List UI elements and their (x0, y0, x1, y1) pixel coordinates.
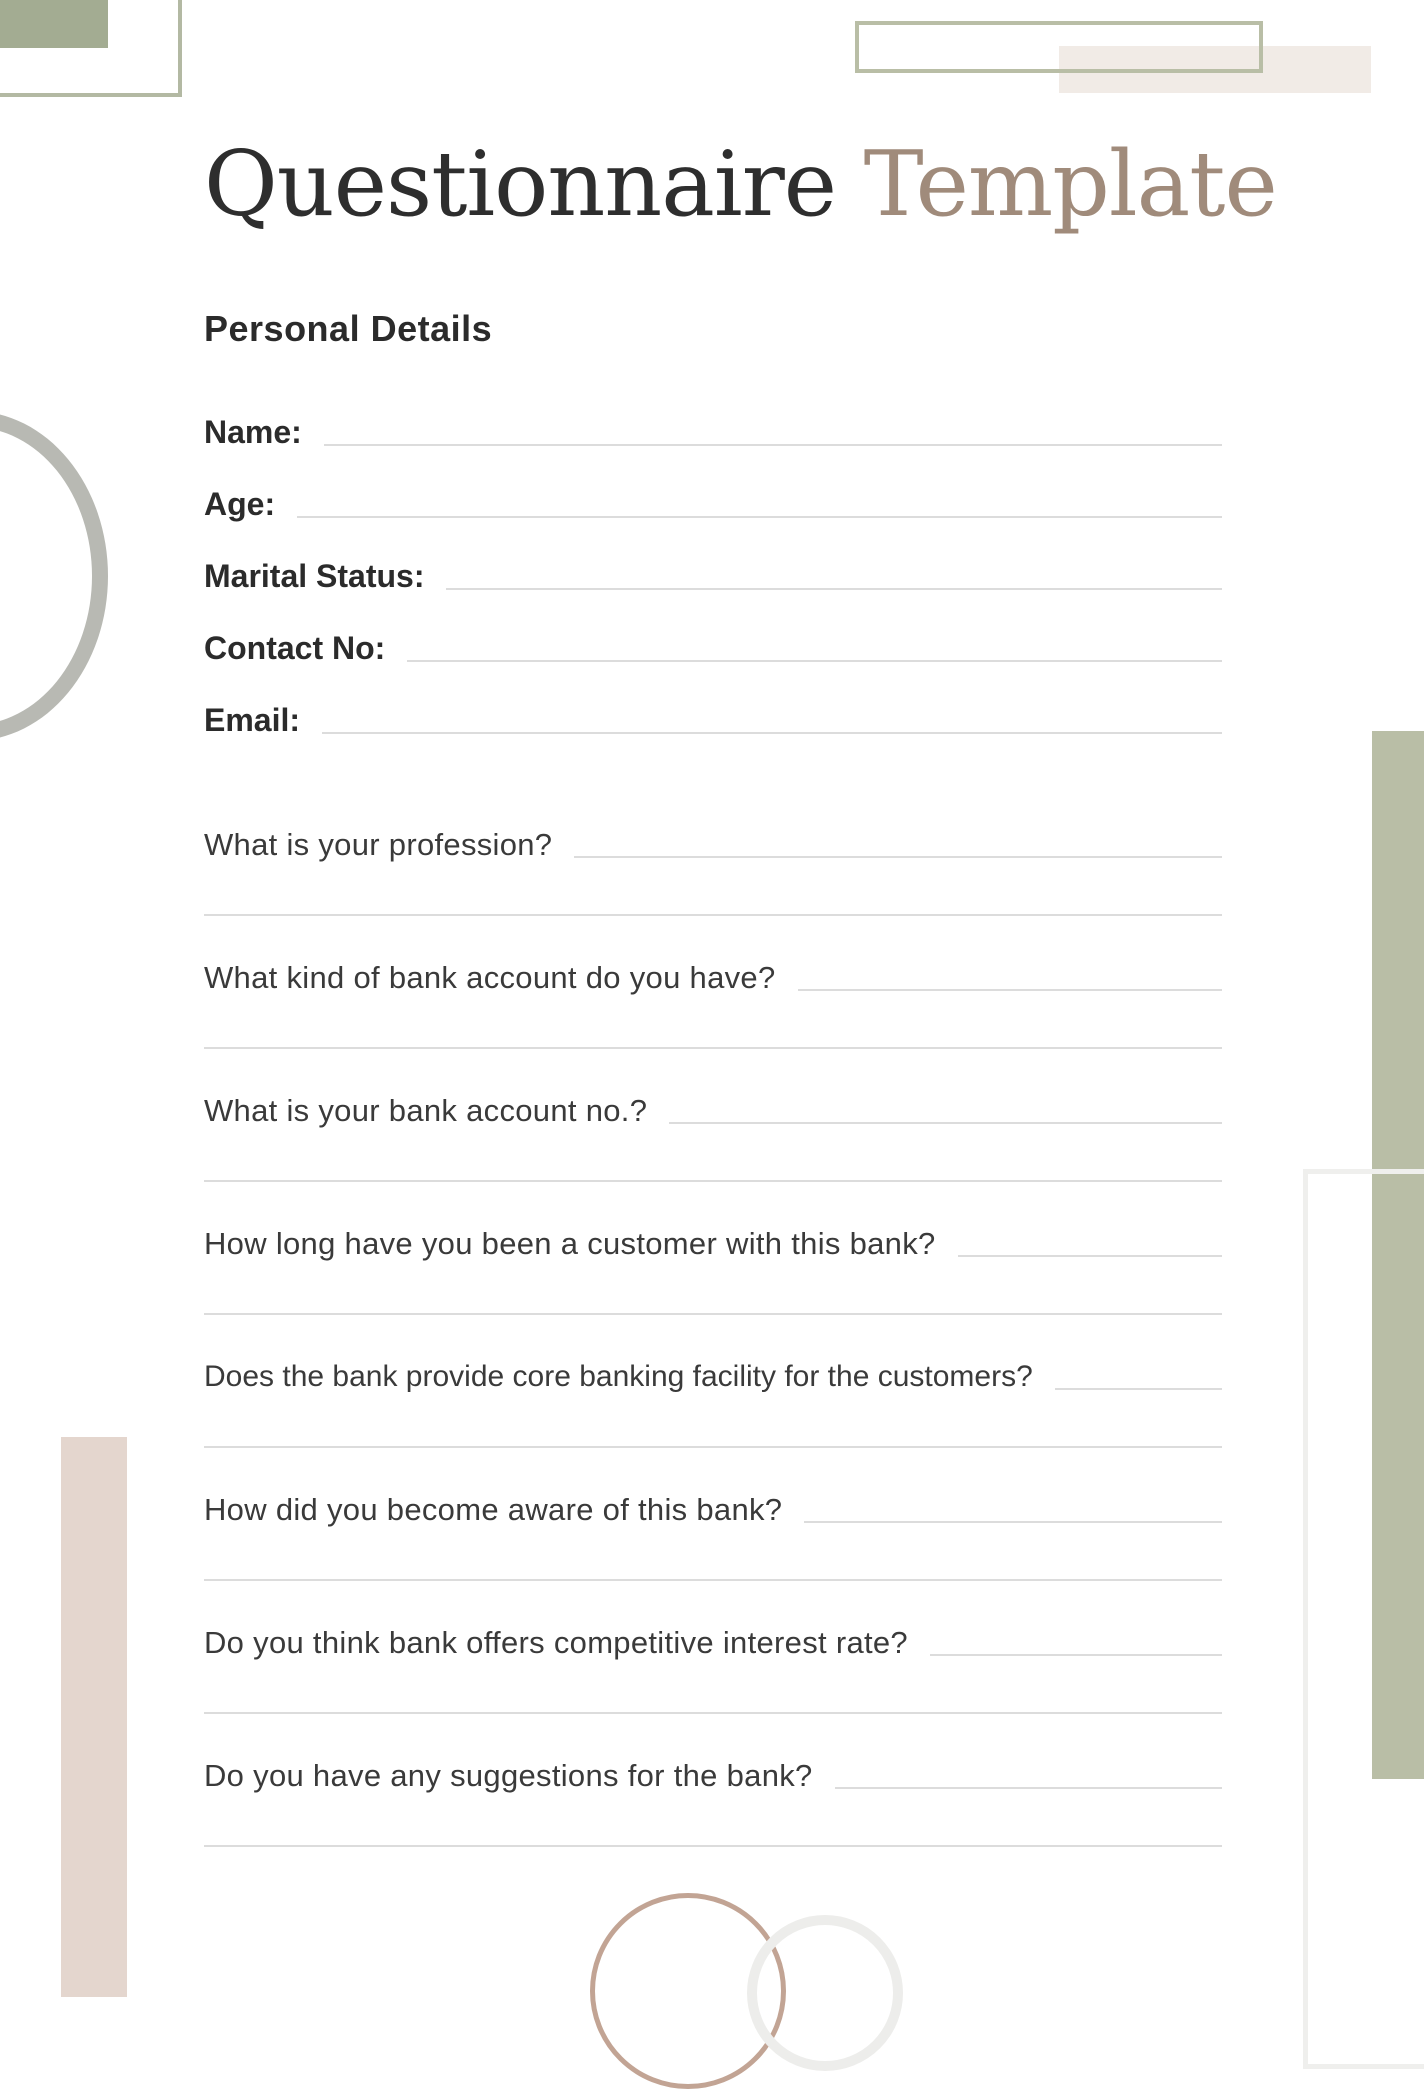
question-account-no (204, 1078, 1222, 1128)
question-core-banking-answer-line[interactable] (1055, 1388, 1222, 1390)
email-label: Email: (204, 702, 301, 738)
title-main: Questionnaire (204, 132, 836, 237)
contact-no-field (204, 616, 1222, 666)
question-core-banking-text: Does the bank provide core banking facility for the customers? (204, 1360, 1033, 1393)
contact-no-input-line[interactable] (407, 660, 1222, 662)
question-awareness-answer-line[interactable] (804, 1521, 1222, 1523)
name-label: Name: (204, 414, 302, 450)
question-interest-rate-text: Do you think bank offers competitive interest rate? (204, 1625, 908, 1660)
question-suggestions-answer-line[interactable] (835, 1787, 1222, 1789)
question-account-no-text: What is your bank account no.? (204, 1093, 648, 1128)
name-input-line[interactable] (324, 444, 1222, 446)
question-awareness-text: How did you become aware of this bank? (204, 1492, 783, 1527)
question-suggestions-answer-line-2[interactable] (204, 1845, 1222, 1847)
name-field (204, 400, 1222, 450)
title-accent: Template (863, 132, 1277, 237)
top-left-outline-frame (0, 0, 182, 97)
section-heading: Personal Details (204, 308, 493, 349)
question-suggestions (204, 1743, 1222, 1793)
age-input-line[interactable] (297, 516, 1222, 518)
age-label: Age: (204, 486, 276, 522)
question-customer-duration-answer-line-2[interactable] (204, 1313, 1222, 1315)
email-field (204, 688, 1222, 738)
left-beige-bar (61, 1437, 127, 1997)
top-right-outline-frame (855, 21, 1263, 73)
question-core-banking-answer-line-2[interactable] (204, 1446, 1222, 1448)
marital-status-field (204, 544, 1222, 594)
question-customer-duration-answer-line[interactable] (958, 1255, 1222, 1257)
question-account-kind-answer-line-2[interactable] (204, 1047, 1222, 1049)
question-awareness (204, 1477, 1222, 1527)
marital-status-input-line[interactable] (446, 588, 1222, 590)
question-customer-duration (204, 1211, 1222, 1261)
right-outline-frame (1303, 1169, 1424, 2069)
question-account-no-answer-line-2[interactable] (204, 1180, 1222, 1182)
page-title (204, 132, 1277, 237)
question-interest-rate-answer-line[interactable] (930, 1654, 1222, 1656)
question-interest-rate-answer-line-2[interactable] (204, 1712, 1222, 1714)
question-account-no-answer-line[interactable] (669, 1122, 1222, 1124)
question-profession-answer-line-2[interactable] (204, 914, 1222, 916)
left-gray-ring (0, 411, 108, 741)
question-suggestions-text: Do you have any suggestions for the bank? (204, 1758, 813, 1793)
contact-no-label: Contact No: (204, 630, 386, 666)
question-account-kind-answer-line[interactable] (798, 989, 1223, 991)
question-account-kind-text: What kind of bank account do you have? (204, 960, 776, 995)
email-input-line[interactable] (322, 732, 1222, 734)
bottom-light-ring (747, 1915, 903, 2071)
question-interest-rate (204, 1610, 1222, 1660)
question-customer-duration-text: How long have you been a customer with this bank? (204, 1226, 936, 1261)
question-profession (204, 812, 1222, 862)
question-account-kind (204, 945, 1222, 995)
question-awareness-answer-line-2[interactable] (204, 1579, 1222, 1581)
marital-status-label: Marital Status: (204, 558, 425, 594)
age-field (204, 472, 1222, 522)
question-core-banking (204, 1344, 1222, 1394)
question-profession-text: What is your profession? (204, 827, 553, 862)
question-profession-answer-line[interactable] (574, 856, 1222, 858)
